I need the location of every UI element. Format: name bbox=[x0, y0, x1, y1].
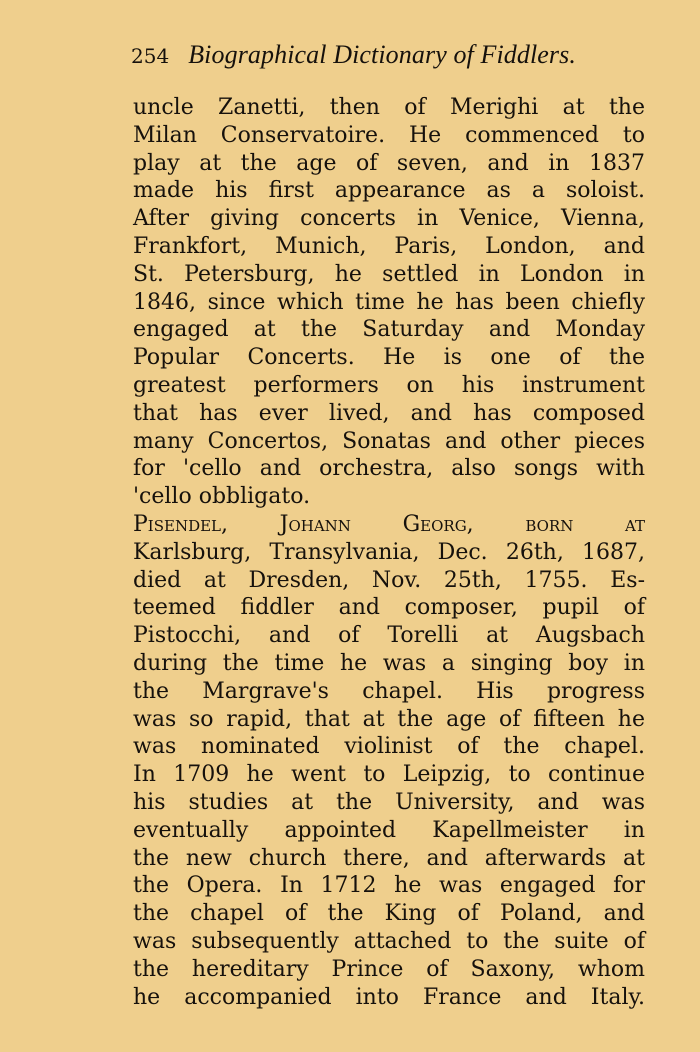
text-line: made his first appearance as a soloist. bbox=[133, 178, 645, 204]
paragraph-continuation bbox=[133, 94, 645, 511]
running-title: Biographical Dictionary of Fiddlers. bbox=[188, 40, 576, 69]
text-line: during the time he was a singing boy in bbox=[133, 650, 645, 676]
body-text bbox=[133, 94, 645, 1011]
text-line: After giving concerts in Venice, Vienna, bbox=[133, 206, 645, 232]
pisendel-entry bbox=[133, 511, 645, 1011]
text-line: uncle Zanetti, then of Merighi at the bbox=[133, 95, 645, 120]
text-line: was so rapid, that at the age of fifteen he bbox=[133, 706, 645, 732]
text-line: teemed fiddler and composer, pupil of bbox=[133, 595, 645, 621]
text-line: 'cello obbligato. bbox=[133, 484, 311, 510]
text-line: was nominated violinist of the chapel. bbox=[133, 734, 645, 760]
text-line: Karlsburg, Transylvania, Dec. 26th, 1687, bbox=[133, 539, 645, 565]
text-line: Frankfort, Munich, Paris, London, and bbox=[133, 233, 645, 259]
text-line: was subsequently attached to the suite of bbox=[133, 928, 645, 954]
text-line: Popular Concerts. He is one of the bbox=[133, 345, 645, 371]
text-line: many Concertos, Sonatas and other pieces bbox=[133, 428, 645, 454]
text-line: he accompanied into France and Italy. bbox=[133, 984, 645, 1010]
text-line: the Margrave's chapel. His progress bbox=[133, 678, 645, 704]
text-line: that has ever lived, and has composed bbox=[133, 400, 645, 426]
text-line: St. Petersburg, he settled in London in bbox=[133, 261, 645, 287]
running-header bbox=[131, 38, 651, 72]
text-line: the new church there, and afterwards at bbox=[133, 845, 645, 871]
text-line: his studies at the University, and was bbox=[133, 789, 645, 815]
text-line: the hereditary Prince of Saxony, whom bbox=[133, 956, 645, 982]
page-number: 254 bbox=[131, 44, 170, 68]
text-line: Milan Conservatoire. He commenced to bbox=[133, 122, 645, 148]
text-line: play at the age of seven, and in 1837 bbox=[133, 150, 645, 176]
text-line: In 1709 he went to Leipzig, to continue bbox=[133, 762, 645, 788]
text-line: died at Dresden, Nov. 25th, 1755. Es- bbox=[133, 567, 645, 593]
text-line: for 'cello and orchestra, also songs with bbox=[133, 456, 645, 482]
entry-heading-line: Pisendel, Johann Georg, born at bbox=[133, 511, 645, 537]
text-line: eventually appointed Kapellmeister in bbox=[133, 817, 645, 843]
text-line: 1846, since which time he has been chiefly bbox=[133, 289, 645, 315]
text-line: the Opera. In 1712 he was engaged for bbox=[133, 873, 645, 899]
text-line: greatest performers on his instrument bbox=[133, 372, 645, 398]
text-line: the chapel of the King of Poland, and bbox=[133, 901, 645, 927]
text-line: engaged at the Saturday and Monday bbox=[133, 317, 645, 343]
text-line: Pistocchi, and of Torelli at Augsbach bbox=[133, 623, 645, 649]
